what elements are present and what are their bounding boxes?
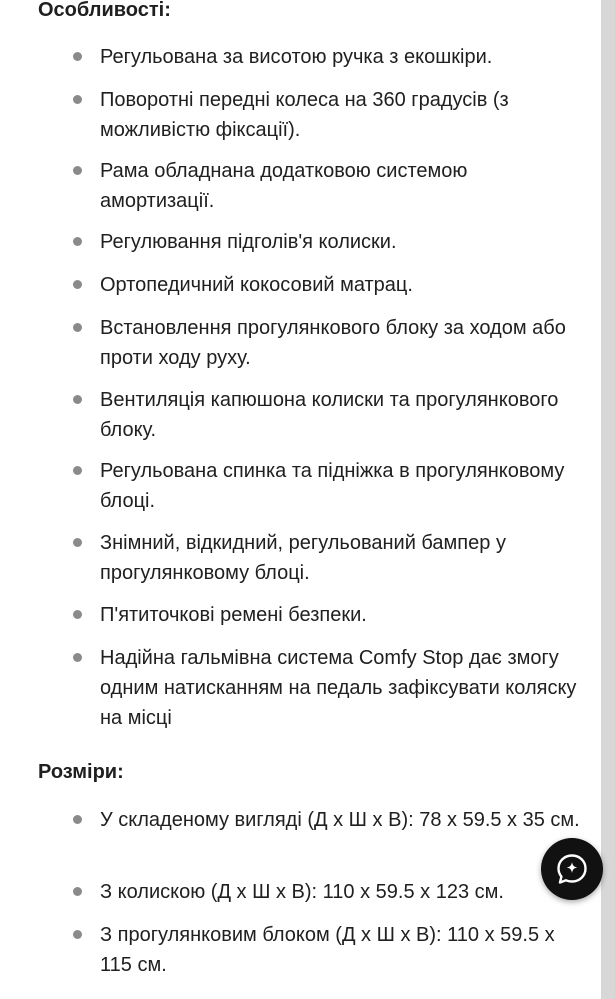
sizes-title: Розміри:	[38, 761, 124, 783]
bullet-icon	[73, 95, 82, 104]
bullet-icon	[73, 610, 82, 619]
bullet-icon	[73, 930, 82, 939]
bullet-icon	[73, 52, 82, 61]
feature-text: Регульована за висотою ручка з екошкіри.	[100, 46, 493, 68]
feature-text: Встановлення прогулянкового блоку за ходом або проти ходу руху.	[100, 317, 566, 369]
features-title: Особливості:	[38, 0, 171, 21]
bullet-icon	[73, 280, 82, 289]
chat-sparkle-icon	[555, 852, 589, 886]
bullet-icon	[73, 815, 82, 824]
bullet-icon	[73, 538, 82, 547]
chat-button[interactable]	[541, 838, 603, 900]
bullet-icon	[73, 395, 82, 404]
bullet-icon	[73, 237, 82, 246]
size-text: У складеному вигляді (Д х Ш х В): 78 х 59.5 х 35 см.	[100, 809, 580, 831]
feature-text: Поворотні передні колеса на 360 градусів (з можливістю фіксації).	[100, 89, 509, 141]
feature-text: Знімний, відкидний, регульований бампер у прогулянковому блоці.	[100, 532, 506, 584]
feature-text: Вентиляція капюшона колиски та прогулянкового блоку.	[100, 389, 559, 441]
feature-text: Рама обладнана додатковою системою амортизації.	[100, 160, 468, 212]
size-text: З колискою (Д х Ш х В): 110 х 59.5 х 123 см.	[100, 881, 504, 903]
bullet-icon	[73, 653, 82, 662]
feature-text: Надійна гальмівна система Comfy Stop дає змогу одним натисканням на педаль зафіксувати коляску на місці	[100, 647, 577, 729]
feature-text: Регулювання підголів'я колиски.	[100, 231, 397, 253]
bullet-icon	[73, 887, 82, 896]
bullet-icon	[73, 323, 82, 332]
size-text: З прогулянковим блоком (Д х Ш х В): 110 х 59.5 х 115 см.	[100, 924, 555, 976]
bullet-icon	[73, 466, 82, 475]
feature-text: П'ятиточкові ремені безпеки.	[100, 604, 367, 626]
feature-text: Ортопедичний кокосовий матрац.	[100, 274, 413, 296]
feature-text: Регульована спинка та підніжка в прогулянковому блоці.	[100, 460, 565, 512]
scrollbar[interactable]	[601, 0, 615, 999]
bullet-icon	[73, 166, 82, 175]
